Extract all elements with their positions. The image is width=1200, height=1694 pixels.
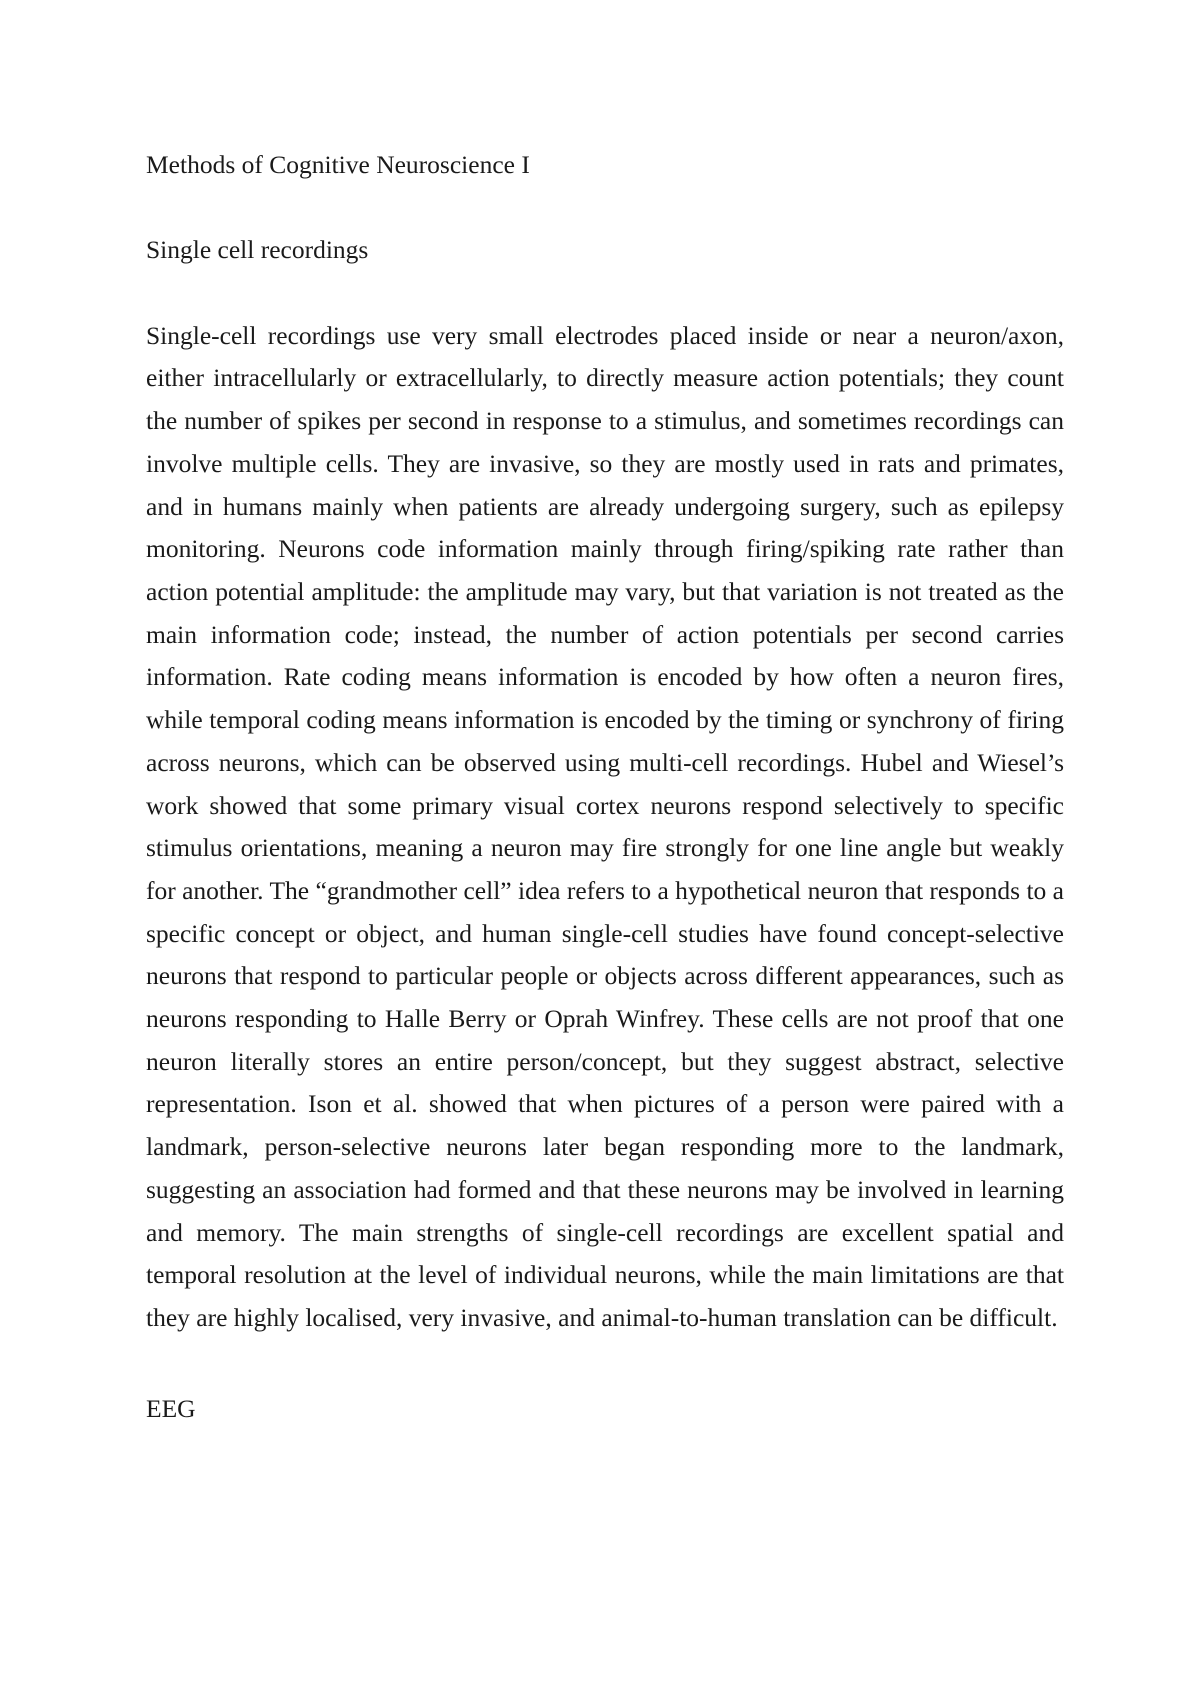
section-heading-single-cell-recordings: Single cell recordings bbox=[146, 235, 369, 265]
document-content bbox=[146, 144, 1064, 1431]
document-title: Methods of Cognitive Neuroscience I bbox=[146, 150, 530, 179]
section-heading-eeg: EEG bbox=[146, 1394, 196, 1424]
section-body-single-cell-recordings: Single-cell recordings use very small electrodes placed inside or near a neuron/axon, either intracellularly or extracellularly, to directly measure action potentials; they count the number of spikes per second in response to a stimulus, and sometimes recordings can involve multiple cells. They are invasive, so they are mostly used in rats and primates, and in humans mainly when patients are already undergoing surgery, such as epilepsy monitoring. Neurons code information mainly through firing/spiking rate rather than action potential amplitude: the amplitude may vary, but that variation is not treated as the main information code; instead, the number of action potentials per second carries information. Rate coding means information is encoded by how often a neuron fires, while temporal coding means information is encoded by the timing or synchrony of firing across neurons, which can be observed using multi-cell recordings. Hubel and Wiesel’s work showed that some primary visual cortex neurons respond selectively to specific stimulus orientations, meaning a neuron may fire strongly for one line angle but weakly for another. The “grandmother cell” idea refers to a hypothetical neuron that responds to a specific concept or object, and human single-cell studies have found concept-selective neurons that respond to particular people or objects across different appearances, such as neurons responding to Halle Berry or Oprah Winfrey. These cells are not proof that one neuron literally stores an entire person/concept, but they suggest abstract, selective representation. Ison et al. showed that when pictures of a person were paired with a landmark, person-selective neurons later began responding more to the landmark, suggesting an association had formed and that these neurons may be involved in learning and memory. The main strengths of single-cell recordings are excellent spatial and temporal resolution at the level of individual neurons, while the main limitations are that they are highly localised, very invasive, and animal-to-human translation can be difficult. bbox=[146, 320, 1064, 1332]
